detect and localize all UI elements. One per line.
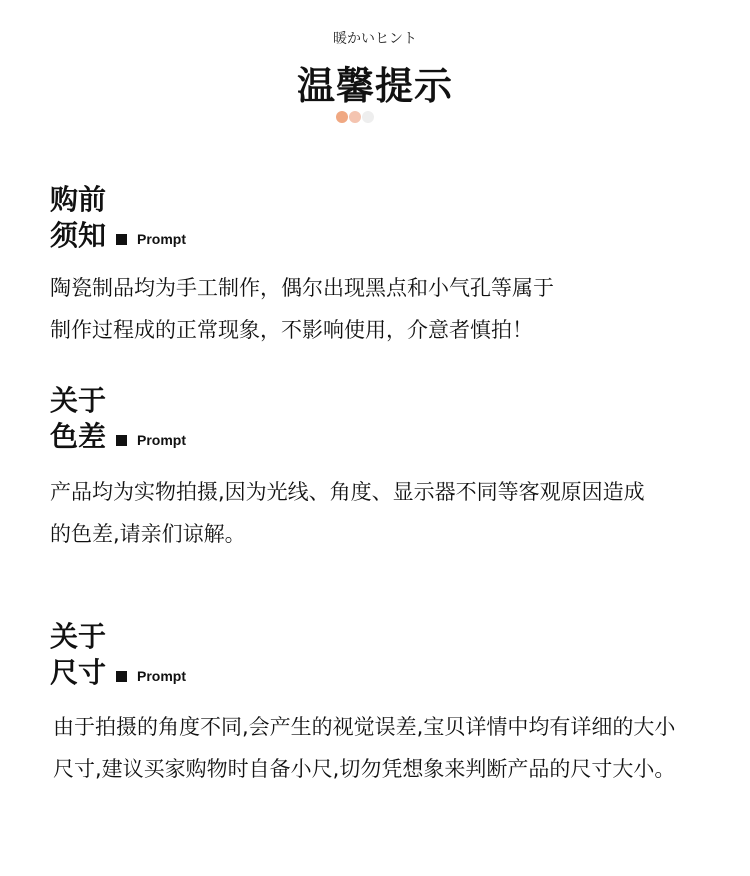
square-bullet-icon bbox=[116, 234, 127, 245]
body-line: 陶瓷制品均为手工制作，偶尔出现黑点和小气孔等属于 bbox=[50, 276, 554, 300]
section-heading-line2 bbox=[50, 655, 186, 690]
section-body bbox=[50, 471, 700, 555]
body-line: 产品均为实物拍摄,因为光线、角度、显示器不同等客观原因造成 bbox=[50, 480, 645, 504]
section-heading-text: 尺寸 bbox=[50, 656, 107, 689]
body-line: 尺寸,建议买家购物时自备小尺,切勿凭想象来判断产品的尺寸大小。 bbox=[53, 757, 676, 781]
prompt-label: Prompt bbox=[137, 231, 187, 247]
section-heading-line2 bbox=[50, 419, 186, 454]
section-body bbox=[50, 267, 700, 351]
body-line: 由于拍摄的角度不同,会产生的视觉误差,宝贝详情中均有详细的大小 bbox=[53, 715, 676, 739]
section-heading-line1: 购前 bbox=[50, 183, 107, 216]
body-line: 制作过程成的正常现象，不影响使用，介意者慎拍！ bbox=[50, 318, 533, 342]
section-heading-text: 色差 bbox=[50, 420, 107, 453]
section-heading-line1: 关于 bbox=[50, 620, 107, 653]
body-line: 的色差,请亲们谅解。 bbox=[50, 522, 246, 546]
subtitle: 暖かいヒント bbox=[333, 31, 417, 47]
square-bullet-icon bbox=[116, 435, 127, 446]
section-body bbox=[53, 706, 703, 790]
prompt-label: Prompt bbox=[137, 668, 187, 684]
section-heading-line1: 关于 bbox=[50, 384, 107, 417]
prompt-label: Prompt bbox=[137, 432, 187, 448]
dot-icon bbox=[362, 111, 374, 123]
section-heading-line2 bbox=[50, 218, 186, 253]
dot-icon bbox=[349, 111, 361, 123]
page-title: 温馨提示 bbox=[296, 64, 453, 108]
square-bullet-icon bbox=[116, 671, 127, 682]
decorative-dots bbox=[336, 111, 386, 123]
section-heading-text: 须知 bbox=[50, 219, 107, 252]
dot-icon bbox=[336, 111, 348, 123]
